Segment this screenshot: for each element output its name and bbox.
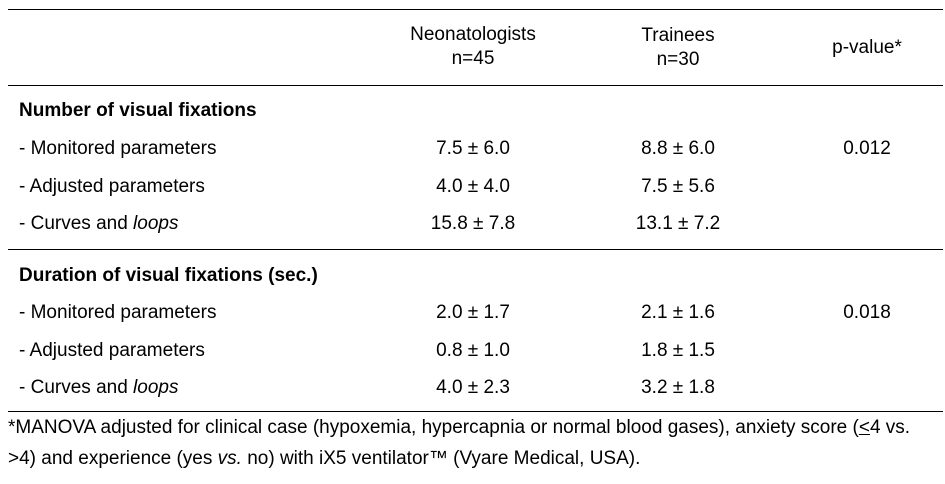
header-bottom-rule (8, 85, 943, 86)
cell-neonatologists: 4.0 ± 2.3 (436, 377, 510, 398)
col-header-neonatologists-n: n=45 (451, 48, 495, 69)
col-header-trainees-name: Trainees (641, 25, 715, 46)
cell-trainees: 13.1 ± 7.2 (635, 213, 721, 234)
col-header-trainees (578, 24, 778, 72)
row-label-italic: loops (133, 377, 179, 398)
row-label: - Monitored parameters (19, 138, 217, 159)
row-label-prefix: - Curves and (19, 377, 134, 398)
row-label (19, 212, 178, 236)
section-divider-rule (8, 249, 943, 250)
footnote-text: no) with iX5 ventilator™ (Vyare Medical, USA). (241, 448, 641, 469)
cell-trainees: 7.5 ± 5.6 (641, 176, 715, 197)
row-label: - Adjusted parameters (19, 340, 205, 361)
cell-neonatologists: 7.5 ± 6.0 (436, 138, 510, 159)
col-header-pvalue: p-value* (832, 37, 902, 58)
row-label-prefix: - Curves and (19, 213, 134, 234)
cell-trainees: 1.8 ± 1.5 (641, 340, 715, 361)
row-label: - Monitored parameters (19, 302, 217, 323)
cell-neonatologists: 15.8 ± 7.8 (430, 213, 516, 234)
footnote-text: *MANOVA adjusted for clinical case (hypoxemia, hypercapnia or normal blood gases), anxiety score ( (8, 417, 859, 438)
section-title: Number of visual fixations (19, 100, 257, 121)
cell-pvalue: 0.018 (843, 302, 891, 323)
footnote-le-symbol: < (858, 417, 870, 438)
col-header-neonatologists-name: Neonatologists (410, 24, 536, 45)
cell-neonatologists: 2.0 ± 1.7 (436, 302, 510, 323)
footnote-vs: vs. (217, 448, 242, 469)
cell-neonatologists: 0.8 ± 1.0 (436, 340, 510, 361)
section-title: Duration of visual fixations (sec.) (19, 265, 318, 286)
row-label: - Adjusted parameters (19, 176, 205, 197)
cell-trainees: 2.1 ± 1.6 (641, 302, 715, 323)
cell-pvalue: 0.012 (843, 138, 891, 159)
table-top-rule (8, 9, 943, 10)
col-header-neonatologists (373, 23, 573, 71)
table-footnote (8, 412, 938, 474)
cell-trainees: 3.2 ± 1.8 (641, 377, 715, 398)
col-header-trainees-n: n=30 (656, 49, 700, 70)
row-label (19, 376, 178, 400)
cell-trainees: 8.8 ± 6.0 (641, 138, 715, 159)
cell-neonatologists: 4.0 ± 4.0 (436, 176, 510, 197)
footnote-text: 4 vs. >4) and experience (yes (8, 417, 916, 469)
row-label-italic: loops (133, 213, 179, 234)
